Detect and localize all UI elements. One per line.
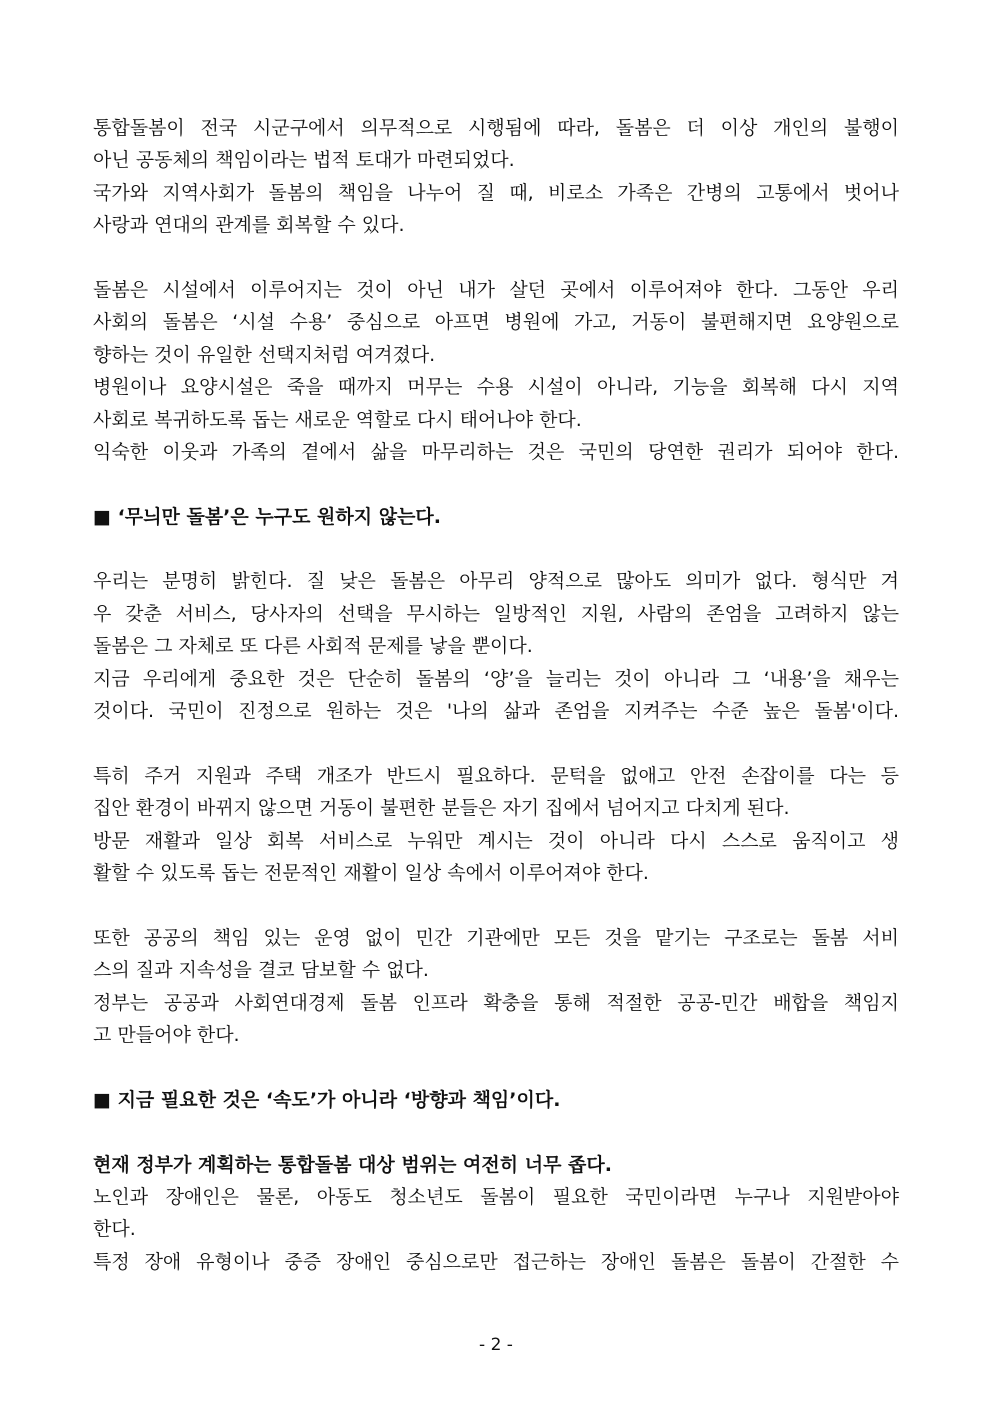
text-line: 익숙한 이웃과 가족의 곁에서 삶을 마무리하는 것은 국민의 당연한 권리가 되어야 한다. <box>93 440 899 463</box>
page-number: - 2 - <box>479 1335 513 1355</box>
text-line: 지금 우리에게 중요한 것은 단순히 돌봄의 ‘양’을 늘리는 것이 아니라 그 ‘내용’을 채우는 <box>93 667 899 690</box>
text-line: 돌봄은 그 자체로 또 다른 사회적 문제를 낳을 뿐이다. <box>93 635 533 658</box>
text-line: 우 갖춘 서비스, 당사자의 선택을 무시하는 일방적인 지원, 사람의 존엄을 고려하지 않는 <box>93 602 899 625</box>
paragraph-6 <box>93 1149 899 1279</box>
text-line: 사회로 복귀하도록 돕는 새로운 역할로 다시 태어나야 한다. <box>93 408 582 431</box>
text-line: 정부는 공공과 사회연대경제 돌봄 인프라 확충을 통해 적절한 공공-민간 배합을 책임지 <box>93 991 899 1014</box>
paragraph-3 <box>93 565 899 727</box>
text-line: 노인과 장애인은 물론, 아동도 청소년도 돌봄이 필요한 국민이라면 누구나 지원받아야 <box>93 1185 899 1208</box>
text-line: 방문 재활과 일상 회복 서비스로 누워만 계시는 것이 아니라 다시 스스로 움직이고 생 <box>93 829 899 852</box>
paragraph-5 <box>93 922 899 1052</box>
text-line: 활할 수 있도록 돕는 전문적인 재활이 일상 속에서 이루어져야 한다. <box>93 861 649 884</box>
text-line: 아닌 공동체의 책임이라는 법적 토대가 마련되었다. <box>93 149 515 172</box>
bold-lead-sentence: 현재 정부가 계획하는 통합돌봄 대상 범위는 여전히 너무 좁다. <box>93 1153 612 1176</box>
text-line: 사회의 돌봄은 ‘시설 수용’ 중심으로 아프면 병원에 가고, 거동이 불편해지면 요양원으로 <box>93 311 899 334</box>
text-line: 병원이나 요양시설은 죽을 때까지 머무는 수용 시설이 아니라, 기능을 회복해 다시 지역 <box>93 376 899 399</box>
section-heading: ■ 지금 필요한 것은 ‘속도’가 아니라 ‘방향과 책임’이다. <box>93 1088 561 1111</box>
text-line: 통합돌봄이 전국 시군구에서 의무적으로 시행됨에 따라, 돌봄은 더 이상 개인의 불행이 <box>93 117 899 139</box>
text-line: 국가와 지역사회가 돌봄의 책임을 나누어 질 때, 비로소 가족은 간병의 고통에서 벗어나 <box>93 181 899 204</box>
section-heading: ■ ‘무늬만 돌봄’은 누구도 원하지 않는다. <box>93 505 441 528</box>
text-line: 우리는 분명히 밝힌다. 질 낮은 돌봄은 아무리 양적으로 많아도 의미가 없다. 형식만 겨 <box>93 570 899 593</box>
text-line: 돌봄은 시설에서 이루어지는 것이 아닌 내가 살던 곳에서 이루어져야 한다. 그동안 우리 <box>93 278 899 301</box>
text-line: 고 만들어야 한다. <box>93 1023 240 1046</box>
text-line: 스의 질과 지속성을 결코 담보할 수 없다. <box>93 959 429 982</box>
paragraph-2 <box>93 274 899 468</box>
paragraph-1 <box>93 112 899 242</box>
document-body <box>93 112 899 1278</box>
text-line: 향하는 것이 유일한 선택지처럼 여겨졌다. <box>93 343 436 366</box>
paragraph-4 <box>93 760 899 890</box>
text-line: 것이다. 국민이 진정으로 원하는 것은 '나의 삶과 존엄을 지켜주는 수준 높은 돌봄'이다. <box>93 700 899 723</box>
text-line: 집안 환경이 바뀌지 않으면 거동이 불편한 분들은 자기 집에서 넘어지고 다치게 된다. <box>93 797 790 820</box>
text-line: 특히 주거 지원과 주택 개조가 반드시 필요하다. 문턱을 없애고 안전 손잡이를 다는 등 <box>93 764 899 787</box>
text-line: 또한 공공의 책임 있는 운영 없이 민간 기관에만 모든 것을 맡기는 구조로는 돌봄 서비 <box>93 926 899 949</box>
text-line: 특정 장애 유형이나 중증 장애인 중심으로만 접근하는 장애인 돌봄은 돌봄이 간절한 수 <box>93 1250 899 1273</box>
text-line: 한다. <box>93 1218 136 1241</box>
text-line: 사랑과 연대의 관계를 회복할 수 있다. <box>93 214 405 237</box>
